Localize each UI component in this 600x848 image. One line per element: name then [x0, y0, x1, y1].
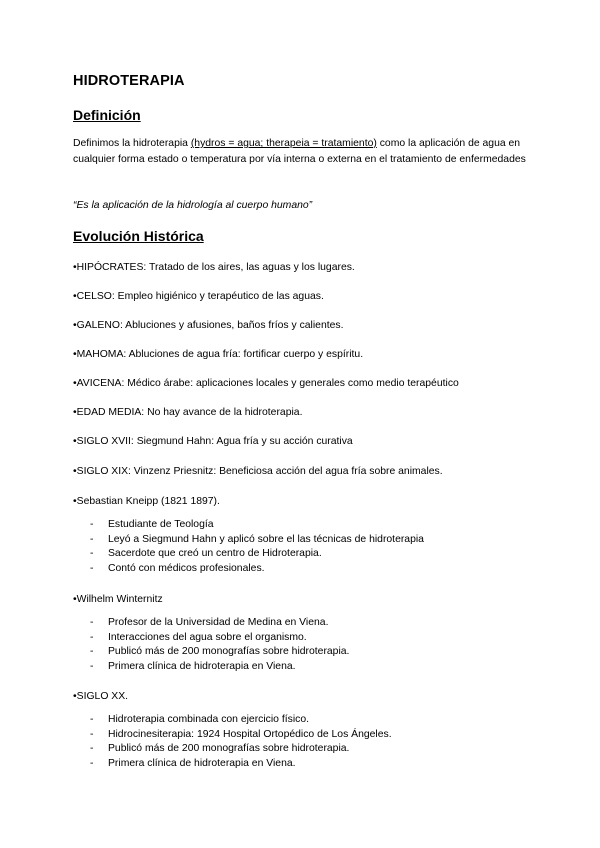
list-item — [90, 713, 392, 728]
list-item — [90, 728, 392, 743]
list-item-text: Hidroterapia combinada con ejercicio físico. — [108, 714, 309, 725]
dash-bullet: - — [90, 661, 94, 673]
list-item — [90, 757, 392, 772]
history-item-kneipp: •Sebastian Kneipp (1821 1897). — [73, 496, 220, 507]
list-item-text: Publicó más de 200 monografías sobre hidroterapia. — [108, 743, 350, 755]
definition-text-after: como la aplicación de agua en cualquier forma estado o temperatura por vía interna o externa en el tratamiento de enfermedades — [73, 138, 526, 165]
history-item: •AVICENA: Médico árabe: aplicaciones locales y generales como medio terapéutico — [73, 378, 459, 389]
list-item-text: Contó con médicos profesionales. — [108, 563, 265, 575]
section-heading-definicion: Definición — [73, 107, 141, 123]
dash-bullet: - — [90, 646, 94, 658]
dash-bullet: - — [90, 563, 94, 575]
list-item — [90, 547, 424, 562]
dash-bullet: - — [90, 743, 94, 755]
list-item-text: Primera clínica de hidroterapia en Viena. — [108, 758, 296, 770]
list-item — [90, 660, 349, 675]
history-item: •EDAD MEDIA: No hay avance de la hidroterapia. — [73, 407, 303, 418]
list-item — [90, 631, 349, 646]
list-item-text: Publicó más de 200 monografías sobre hidroterapia. — [108, 646, 350, 658]
dash-bullet: - — [90, 758, 94, 770]
history-item-siglo-xx: •SIGLO XX. — [73, 691, 129, 702]
definition-etymology: (hydros = agua; therapeia = tratamiento) — [190, 138, 377, 149]
page-title: HIDROTERAPIA — [73, 73, 185, 89]
list-item-text: Interacciones del agua sobre el organismo. — [108, 631, 307, 643]
definition-text-before: Definimos la hidroterapia — [73, 138, 191, 149]
history-item-winternitz: •Wilhelm Winternitz — [73, 594, 163, 605]
dash-bullet: - — [90, 533, 94, 545]
history-item: •SIGLO XIX: Vinzenz Priesnitz: Beneficiosa acción del agua fría sobre animales. — [73, 466, 443, 477]
list-item — [90, 518, 424, 533]
list-item-text: Hidrocinesiterapia: 1924 Hospital Ortopédico de Los Ángeles. — [108, 728, 392, 740]
winternitz-points — [90, 616, 349, 675]
history-item: •CELSO: Empleo higiénico y terapéutico de las aguas. — [73, 291, 324, 302]
dash-bullet: - — [90, 631, 94, 643]
dash-bullet: - — [90, 714, 94, 725]
list-item — [90, 562, 424, 577]
definition-paragraph — [73, 136, 533, 168]
list-item-text: Sacerdote que creó un centro de Hidroterapia. — [108, 548, 322, 560]
section-heading-evolucion: Evolución Histórica — [73, 228, 204, 244]
list-item — [90, 742, 392, 757]
list-item-text: Estudiante de Teología — [108, 519, 214, 530]
dash-bullet: - — [90, 617, 94, 628]
list-item-text: Primera clínica de hidroterapia en Viena. — [108, 661, 296, 673]
list-item-text: Leyó a Siegmund Hahn y aplicó sobre el las técnicas de hidroterapia — [108, 533, 424, 545]
history-item: •HIPÓCRATES: Tratado de los aires, las aguas y los lugares. — [73, 262, 355, 273]
dash-bullet: - — [90, 548, 94, 560]
list-item — [90, 533, 424, 548]
dash-bullet: - — [90, 519, 94, 530]
history-item: •MAHOMA: Abluciones de agua fría: fortificar cuerpo y espíritu. — [73, 349, 364, 360]
history-item: •SIGLO XVII: Siegmund Hahn: Agua fría y su acción curativa — [73, 436, 353, 447]
dash-bullet: - — [90, 728, 94, 740]
kneipp-points — [90, 518, 424, 577]
definition-quote: “Es la aplicación de la hidrología al cuerpo humano” — [73, 200, 313, 211]
list-item — [90, 616, 349, 631]
list-item-text: Profesor de la Universidad de Medina en Viena. — [108, 617, 329, 628]
history-item: •GALENO: Abluciones y afusiones, baños fríos y calientes. — [73, 320, 344, 331]
siglo-xx-points — [90, 713, 392, 772]
list-item — [90, 645, 349, 660]
